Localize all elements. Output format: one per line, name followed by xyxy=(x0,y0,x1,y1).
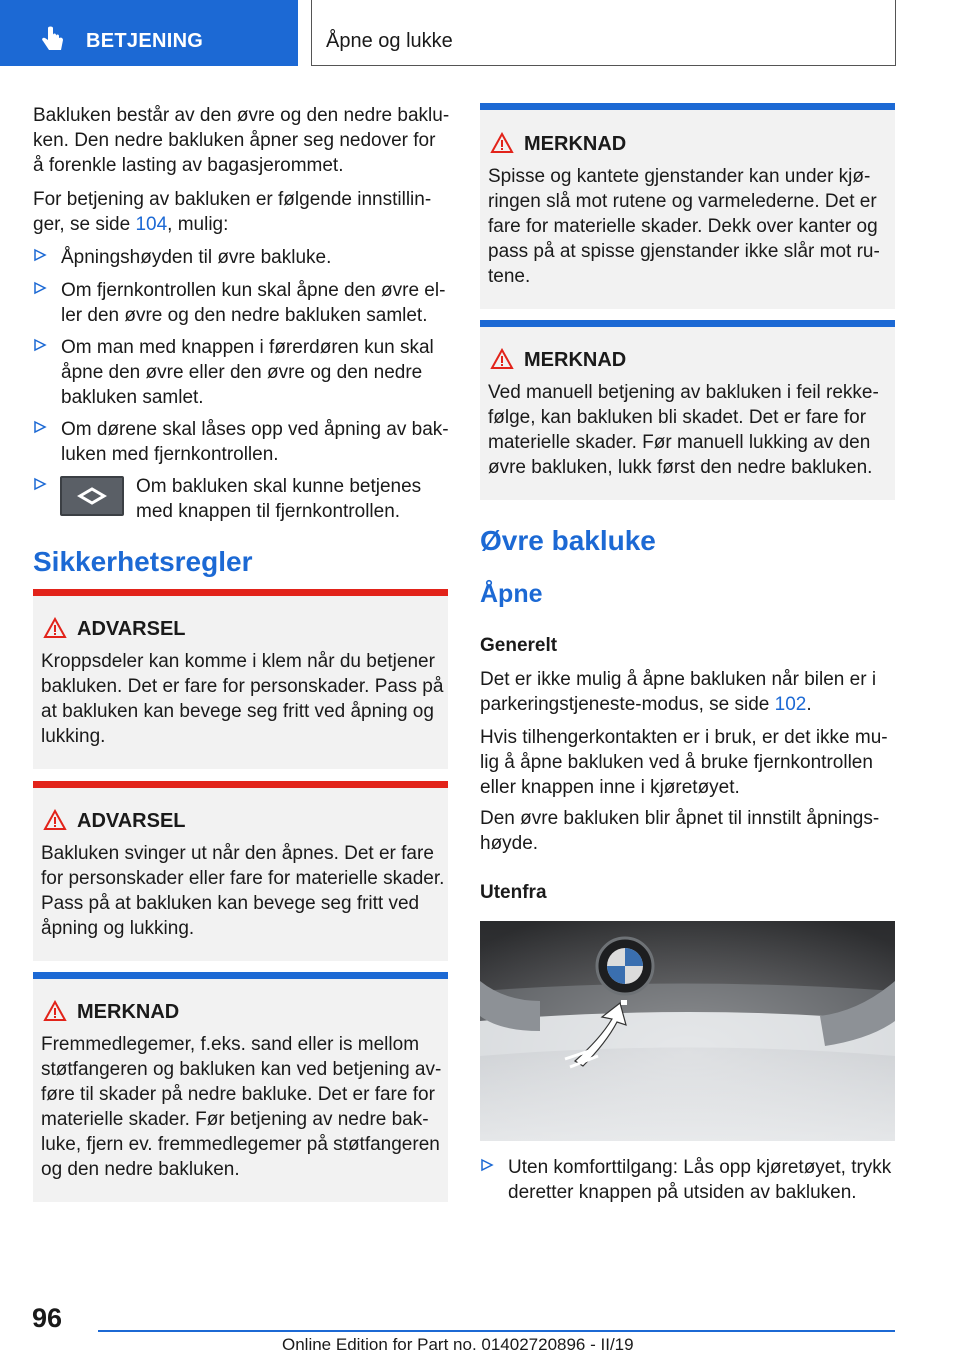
paragraph-line: Den øvre bakluken blir åpnet til innstilt åpnings- xyxy=(480,808,880,829)
notice-title: ADVARSEL xyxy=(77,618,186,640)
section-title-safety: Sikkerhetsregler xyxy=(33,546,253,577)
intro-line: Bakluken består av den øvre og den nedre baklu- xyxy=(33,105,450,126)
warning-bar xyxy=(33,589,448,596)
settings-text: , mulig: xyxy=(167,214,229,235)
chapter-tab-label: BETJENING xyxy=(86,30,204,52)
notice-line: materielle skader. Før betjening av nedre bak- xyxy=(41,1109,429,1130)
tailgate-button-icon xyxy=(60,476,124,516)
bullet-text: Åpningshøyden til øvre bakluke. xyxy=(61,247,332,268)
general-paragraph-2 xyxy=(480,725,900,800)
warning-box xyxy=(33,589,448,769)
notice-body xyxy=(41,649,443,749)
notice-title: ADVARSEL xyxy=(77,810,186,832)
bullet-text: Om bakluken skal kunne betjenes xyxy=(136,476,422,497)
paragraph-line: Hvis tilhengerkontakten er i bruk, er det ikke mu- xyxy=(480,727,888,748)
notice-bar xyxy=(33,972,448,979)
notice-line: fare for materielle skader. Dekk over kanter og xyxy=(488,216,878,237)
bullet-text: bakluken samlet. xyxy=(61,387,204,408)
warning-triangle-icon xyxy=(43,1000,67,1022)
bullet-text: Om fjernkontrollen kun skal åpne den øvre el- xyxy=(61,280,446,301)
hand-pointer-icon xyxy=(40,26,66,54)
chapter-tab[interactable] xyxy=(0,0,298,66)
notice-line: materielle skader. Før manuell lukking av den xyxy=(488,432,871,453)
heading-general: Generelt xyxy=(480,635,558,656)
notice-bar xyxy=(480,103,895,110)
notice-line: og den nedre bakluken. xyxy=(41,1159,240,1180)
notice-line: bakluken. Det er fare for personskader. Pass på xyxy=(41,676,444,697)
notice-line: ringen slå mot rutene og varmelederne. Det er xyxy=(488,191,877,212)
notice-line: Bakluken svinger ut når den åpnes. Det er fare xyxy=(41,843,434,864)
bullet-text: Om dørene skal låses opp ved åpning av bak- xyxy=(61,419,449,440)
notice-line: Spisse og kantete gjenstander kan under kjø- xyxy=(488,166,871,187)
warning-triangle-icon xyxy=(490,348,514,370)
notice-line: øvre bakluken, lukk først den nedre bakluken. xyxy=(488,457,873,478)
bullet-text: Uten komforttilgang: Lås opp kjøretøyet, trykk xyxy=(508,1157,892,1178)
paragraph-line: høyde. xyxy=(480,833,539,854)
triangle-bullet-icon xyxy=(33,477,47,491)
notice-line: luke, fjern ev. fremmedlegemer på støtfangeren xyxy=(41,1134,440,1155)
notice-box xyxy=(480,103,895,309)
bullet-text: åpne den øvre eller den øvre og den nedre xyxy=(61,362,423,383)
paragraph-line xyxy=(480,692,900,717)
paragraph-text: parkeringstjeneste-modus, se side xyxy=(480,694,775,715)
notice-line: føre til skader på nedre bakluke. Det er fare for xyxy=(41,1084,435,1105)
notice-bar xyxy=(480,320,895,327)
notice-line: at bakluken kan bevege seg fritt ved åpning og xyxy=(41,701,434,722)
intro-line: ken. Den nedre bakluken åpner seg nedover for xyxy=(33,130,436,151)
notice-line: Kroppsdeler kan komme i klem når du betjener xyxy=(41,651,435,672)
settings-line: For betjening av bakluken er følgende innstillin- xyxy=(33,189,432,210)
triangle-bullet-icon xyxy=(480,1158,494,1172)
intro-paragraph xyxy=(33,103,453,178)
settings-paragraph xyxy=(33,187,453,237)
page-link-104[interactable]: 104 xyxy=(135,214,168,235)
edition-footer: Online Edition for Part no. 01402720896 - II/19 xyxy=(282,1335,634,1354)
settings-text: ger, se side xyxy=(33,214,136,235)
page-title: Åpne og lukke xyxy=(326,30,453,52)
paragraph-text: . xyxy=(806,694,812,715)
general-paragraph-1 xyxy=(480,667,900,717)
notice-box xyxy=(480,320,895,500)
warning-bar xyxy=(33,781,448,788)
paragraph-line: Det er ikke mulig å åpne bakluken når bilen er i xyxy=(480,669,877,690)
notice-title: MERKNAD xyxy=(524,133,627,155)
warning-triangle-icon xyxy=(43,809,67,831)
notice-line: Fremmedlegemer, f.eks. sand eller is mellom xyxy=(41,1034,420,1055)
notice-title: MERKNAD xyxy=(77,1001,180,1023)
warning-box xyxy=(33,781,448,961)
bullet-text: deretter knappen på utsiden av bakluken. xyxy=(508,1182,857,1203)
tailgate-photo xyxy=(480,921,895,1141)
notice-body xyxy=(41,841,444,941)
notice-line: lukking. xyxy=(41,726,106,747)
paragraph-line: lig å åpne bakluken ved å bruke fjernkontrollen xyxy=(480,752,873,773)
notice-line: følge, kan bakluken bli skadet. Det er fare for xyxy=(488,407,867,428)
triangle-bullet-icon xyxy=(33,338,47,352)
notice-box xyxy=(33,972,448,1202)
intro-line: å forenkle lasting av bagasjerommet. xyxy=(33,155,344,176)
notice-body xyxy=(488,380,879,480)
bullet-text: Om man med knappen i førerdøren kun skal xyxy=(61,337,434,358)
general-paragraph-3 xyxy=(480,806,900,856)
page-number: 96 xyxy=(32,1303,63,1333)
warning-triangle-icon xyxy=(43,617,67,639)
notice-line: pass på at spisse gjenstander ikke slår mot ru- xyxy=(488,241,880,262)
notice-line: Ved manuell betjening av bakluken i feil rekke- xyxy=(488,382,879,403)
heading-outside: Utenfra xyxy=(480,882,547,903)
notice-line: åpning og lukking. xyxy=(41,918,195,939)
bullet-text: luken med fjernkontrollen. xyxy=(61,444,279,465)
paragraph-line: eller knappen inne i kjøretøyet. xyxy=(480,777,740,798)
triangle-bullet-icon xyxy=(33,281,47,295)
triangle-bullet-icon xyxy=(33,420,47,434)
notice-line: for personskader eller fare for materielle skader. xyxy=(41,868,445,889)
notice-line: tene. xyxy=(488,266,531,287)
notice-body xyxy=(41,1032,441,1182)
notice-line: støtfangeren og bakluken kan ved betjening av- xyxy=(41,1059,442,1080)
warning-triangle-icon xyxy=(490,132,514,154)
notice-title: MERKNAD xyxy=(524,349,627,371)
bullet-text: med knappen til fjernkontrollen. xyxy=(136,501,401,522)
section-title-upper-tailgate: Øvre bakluke xyxy=(480,525,656,556)
page-link-102[interactable]: 102 xyxy=(774,694,807,715)
triangle-bullet-icon xyxy=(33,248,47,262)
page-header xyxy=(311,0,896,66)
notice-body xyxy=(488,164,880,289)
subsection-title-open: Åpne xyxy=(480,580,543,608)
notice-line: Pass på at bakluken kan bevege seg fritt ved xyxy=(41,893,420,914)
settings-line xyxy=(33,212,453,237)
footer-divider xyxy=(98,1330,895,1332)
bullet-text: ler den øvre og den nedre bakluken samlet. xyxy=(61,305,428,326)
